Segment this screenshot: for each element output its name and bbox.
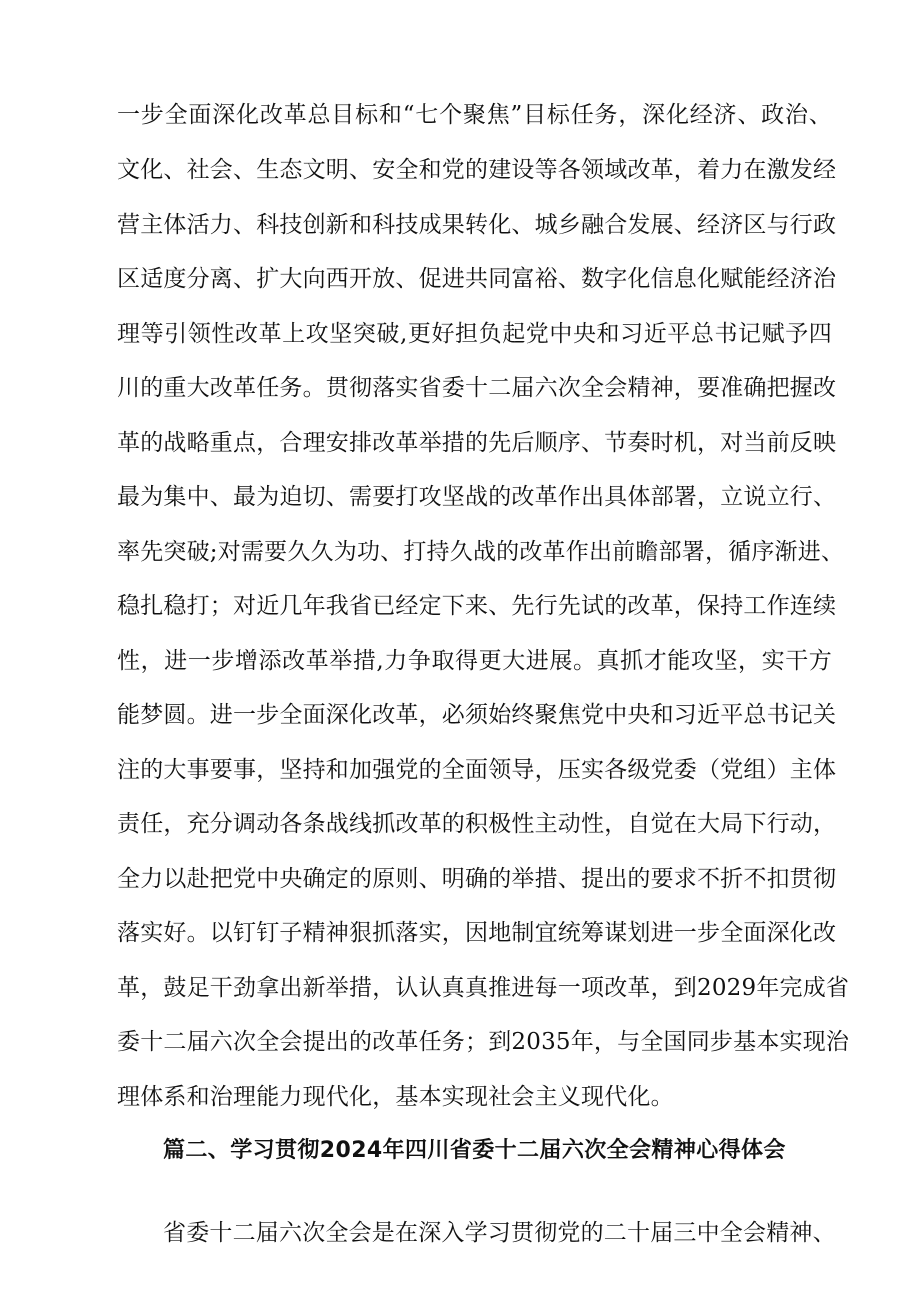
body-text-line: 区适度分离、扩大向西开放、促进共同富裕、数字化信息化赋能经济治 bbox=[117, 266, 837, 292]
body-text-line: 文化、社会、生态文明、安全和党的建设等各领域改革，着力在激发经 bbox=[117, 157, 837, 183]
body-text-line: 一步全面深化改革总目标和“七个聚焦”目标任务，深化经济、政治、 bbox=[117, 102, 832, 128]
body-text-line: 革的战略重点，合理安排改革举措的先后顺序、节奏时机，对当前反映 bbox=[117, 430, 837, 456]
body-text-line: 注的大事要事，坚持和加强党的全面领导，压实各级党委（党组）主体 bbox=[117, 757, 837, 783]
body-text-line: 性，进一步增添改革举措,力争取得更大进展。真抓才能攻坚，实干方 bbox=[117, 648, 832, 674]
body-text-line: 率先突破;对需要久久为功、打持久战的改革作出前瞻部署，循序渐进、 bbox=[117, 539, 845, 565]
body-text-line: 理体系和治理能力现代化，基本实现社会主义现代化。 bbox=[117, 1084, 674, 1110]
body-text-line: 责任，充分调动各条战线抓改革的积极性主动性，自觉在大局下行动， bbox=[117, 811, 837, 837]
body-text-line: 营主体活力、科技创新和科技成果转化、城乡融合发展、经济区与行政 bbox=[117, 212, 837, 238]
body-text-line: 能梦圆。进一步全面深化改革，必须始终聚焦党中央和习近平总书记关 bbox=[117, 702, 837, 728]
body-text-line: 最为集中、最为迫切、需要打攻坚战的改革作出具体部署，立说立行、 bbox=[117, 484, 837, 510]
body-text-line: 省委十二届六次全会是在深入学习贯彻党的二十届三中全会精神、 bbox=[163, 1220, 836, 1246]
body-text-line: 革，鼓足干劲拿出新举措，认认真真推进每一项改革，到2029年完成省 bbox=[117, 975, 850, 1001]
body-text-line: 落实好。以钉钉子精神狠抓落实，因地制宜统筹谋划进一步全面深化改 bbox=[117, 920, 837, 946]
body-text-line: 稳扎稳打；对近几年我省已经定下来、先行先试的改革，保持工作连续 bbox=[117, 593, 837, 619]
body-text-line: 委十二届六次全会提出的改革任务；到2035年，与全国同步基本实现治 bbox=[117, 1029, 850, 1055]
body-text-line: 川的重大改革任务。贯彻落实省委十二届六次全会精神，要准确把握改 bbox=[117, 375, 837, 401]
section-heading: 篇二、学习贯彻2024年四川省委十二届六次全会精神心得体会 bbox=[163, 1138, 786, 1163]
body-text-line: 理等引领性改革上攻坚突破,更好担负起党中央和习近平总书记赋予四 bbox=[117, 321, 832, 347]
body-text-line: 全力以赴把党中央确定的原则、明确的举措、提出的要求不折不扣贯彻 bbox=[117, 866, 837, 892]
